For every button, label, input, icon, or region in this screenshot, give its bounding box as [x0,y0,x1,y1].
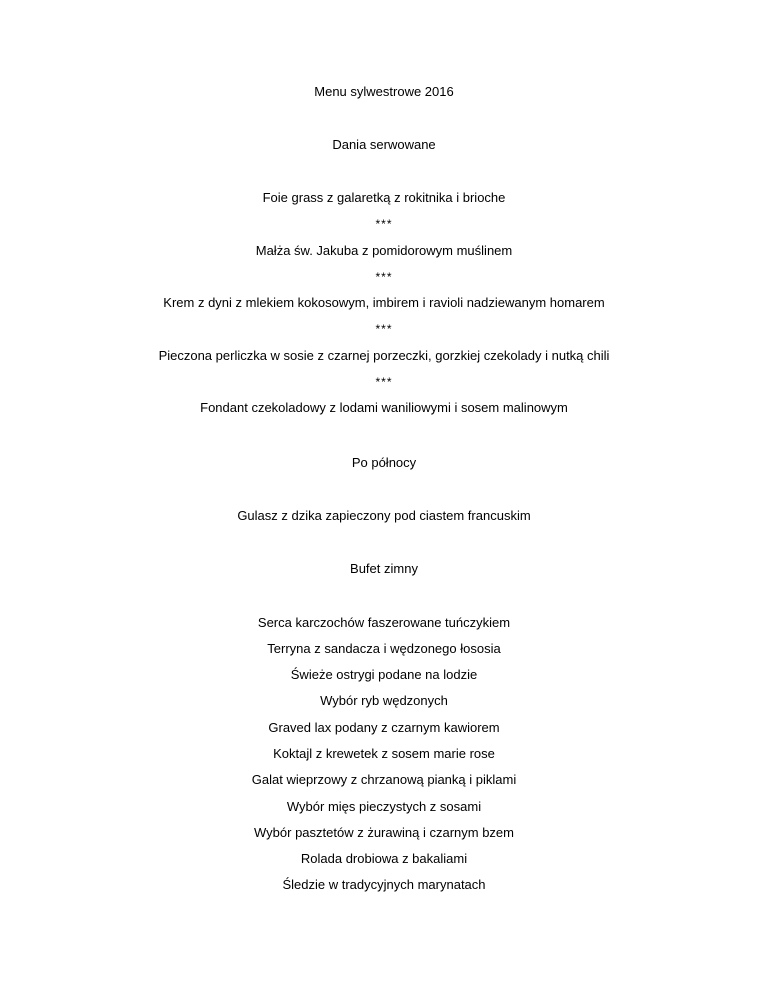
buffet-item: Serca karczochów faszerowane tuńczykiem [257,615,511,630]
after-midnight-item: Gulasz z dzika zapieczony pod ciastem francuskim [237,508,531,523]
buffet-item: Terryna z sandacza i wędzonego łososia [267,641,501,656]
served-item: Fondant czekoladowy z lodami waniliowymi i sosem malinowym [200,400,568,415]
buffet-item: Świeże ostrygi podane na lodzie [290,667,478,682]
separator: *** [375,217,393,231]
section-heading-after-midnight: Po północy [351,455,417,470]
separator: *** [375,322,393,336]
buffet-item: Graved lax podany z czarnym kawiorem [268,720,500,735]
buffet-item: Wybór pasztetów z żurawiną i czarnym bzem [254,825,514,840]
buffet-item: Galat wieprzowy z chrzanową pianką i piklami [251,772,517,787]
section-heading-cold-buffet: Bufet zimny [350,561,418,576]
section-heading-served: Dania serwowane [332,137,436,152]
buffet-item: Wybór mięs pieczystych z sosami [286,799,482,814]
served-item: Małża św. Jakuba z pomidorowym muślinem [255,243,513,258]
separator: *** [375,270,393,284]
buffet-item: Rolada drobiowa z bakaliami [300,851,468,866]
served-item: Foie grass z galaretką z rokitnika i brioche [262,190,506,205]
buffet-item: Śledzie w tradycyjnych marynatach [282,877,486,892]
buffet-item: Wybór ryb wędzonych [320,693,448,708]
served-item: Pieczona perliczka w sosie z czarnej porzeczki, gorzkiej czekolady i nutką chili [158,348,610,363]
buffet-item: Koktajl z krewetek z sosem marie rose [273,746,495,761]
served-item: Krem z dyni z mlekiem kokosowym, imbirem i ravioli nadziewanym homarem [163,295,605,310]
menu-title: Menu sylwestrowe 2016 [314,84,454,99]
separator: *** [375,375,393,389]
